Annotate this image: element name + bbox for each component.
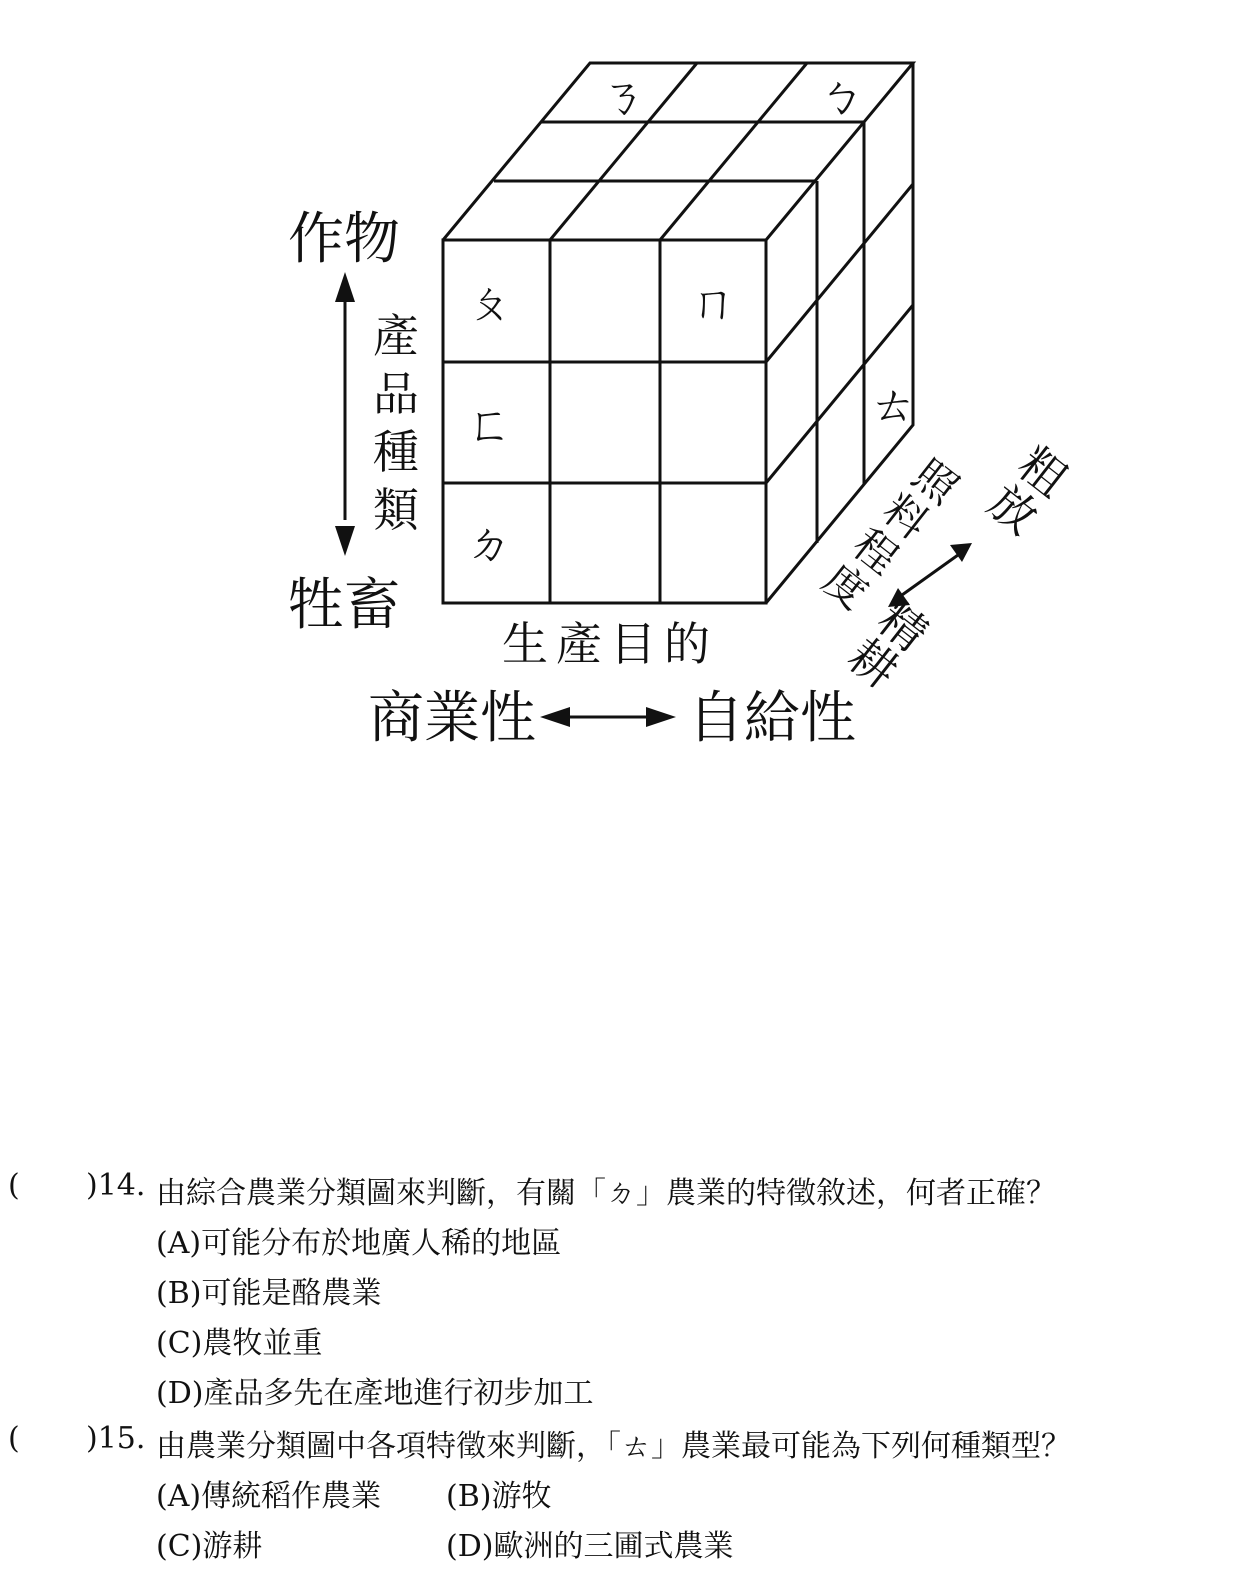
depth-near-char-2: 耕 xyxy=(838,628,908,699)
option-b: (B)游牧 xyxy=(446,1479,552,1514)
cell-label-side-r2: ㄊ xyxy=(870,377,916,431)
question-number: )15. xyxy=(86,1421,146,1456)
option-d: (D)歐洲的三圃式農業 xyxy=(446,1529,734,1564)
bottom-left-label: 商業性 xyxy=(368,686,536,751)
vertical-axis-char-3: 種 xyxy=(373,425,419,479)
vertical-axis-char-4: 類 xyxy=(373,483,419,537)
depth-axis-char-3: 程 xyxy=(843,519,908,584)
answer-paren: ( xyxy=(8,1421,20,1456)
depth-axis-char-4: 度 xyxy=(813,554,878,619)
depth-axis-char-1: 照 xyxy=(903,449,968,514)
vertical-axis-char-2: 品 xyxy=(373,367,419,421)
option-d: (D)產品多先在產地進行初步加工 xyxy=(156,1376,594,1411)
cell-label-top-right: ㄅ xyxy=(818,69,864,123)
depth-axis-arrow xyxy=(902,555,958,595)
answer-paren: ( xyxy=(8,1168,20,1203)
question-text: 由農業分類圖中各項特徵來判斷，「ㄊ」農業最可能為下列何種類型？ xyxy=(156,1429,1071,1464)
axis-top-label: 作物 xyxy=(288,207,400,272)
bottom-right-label: 自給性 xyxy=(688,686,856,751)
cell-label-front-r1c3: ㄇ xyxy=(690,275,736,329)
bottom-axis-name: 生產目的 xyxy=(502,617,718,671)
question-text: 由綜合農業分類圖來判斷，有關「ㄉ」農業的特徵敘述，何者正確？ xyxy=(156,1176,1056,1211)
depth-far-char-1: 粗 xyxy=(1008,436,1078,507)
option-b: (B)可能是酪農業 xyxy=(156,1276,382,1311)
agriculture-classification-cube xyxy=(0,0,1242,780)
option-c: (C)游耕 xyxy=(156,1529,263,1564)
depth-near-char-1: 精 xyxy=(868,591,938,662)
cell-label-front-r3c1: ㄉ xyxy=(466,517,512,571)
cell-label-front-r2c1: ㄈ xyxy=(466,397,512,451)
axis-bottom-label: 牲畜 xyxy=(288,573,400,638)
option-c: (C)農牧並重 xyxy=(156,1326,323,1361)
option-a: (A)傳統稻作農業 xyxy=(156,1479,382,1514)
cube-lines xyxy=(443,63,913,603)
depth-axis-labels xyxy=(814,436,1078,699)
vertical-axis-char-1: 產 xyxy=(373,309,419,363)
depth-axis-char-2: 料 xyxy=(873,484,938,549)
depth-far-char-2: 放 xyxy=(978,474,1048,545)
cell-label-top-left: ㄋ xyxy=(600,69,646,123)
cell-label-front-r1c1: ㄆ xyxy=(466,275,512,329)
question-number: )14. xyxy=(86,1168,146,1203)
option-a: (A)可能分布於地廣人稀的地區 xyxy=(156,1226,562,1261)
